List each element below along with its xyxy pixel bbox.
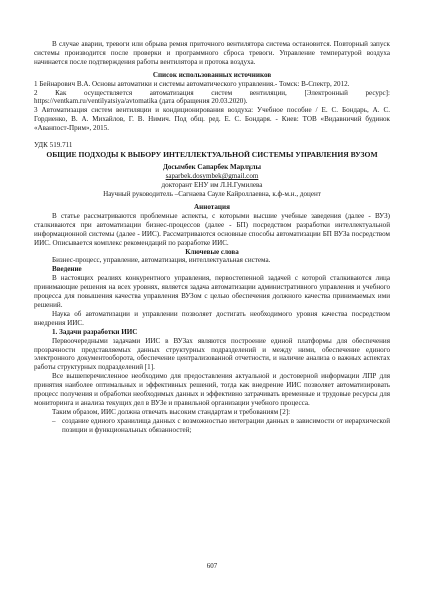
reference-item: 1 Бейнарович В.А. Основы автоматики и системы автоматического управления.- Томск: В-Спектр, 2012. xyxy=(34,79,350,88)
introduction-heading: Введение xyxy=(52,265,82,274)
article-title: ОБЩИЕ ПОДХОДЫ К ВЫБОРУ ИНТЕЛЛЕКТУАЛЬНОЙ СИСТЕМЫ УПРАВЛЕНИЯ ВУЗОМ xyxy=(46,149,378,159)
references-heading: Список использованных источников xyxy=(152,70,272,79)
introduction-paragraph: В настоящих реалиях конкурентного управления, первостепенной задачей с которой сталкиваются лица принимающие решения на всех уровнях, является задача автоматизации административного управления и учебного процесса для повышения качества управления ВУЗом с целью обеспечения должного качества принимаемых ими решений. xyxy=(34,274,390,309)
page-number: 607 xyxy=(206,562,218,570)
spacer xyxy=(34,133,390,141)
supervisor-line: Научный руководитель –Сагнаева Сауле Кайроллаевна, к.ф-м.н., доцент xyxy=(103,190,321,199)
keywords-heading: Ключевые слова xyxy=(185,247,239,256)
document-page xyxy=(34,40,390,435)
author-name: Досымбек Сапарбек Марлұлы xyxy=(162,163,262,172)
keywords-text: Бизнес-процесс, управление, автоматизация, интеллектуальная система. xyxy=(52,256,271,265)
intro-paragraph: В случае аварии, тревоги или обрыва ремня приточного вентилятора система остановится. Повторный запуск системы производится после проверки и программного сброса тревоги. Управление температурой воздуха начинается после подтверждения работы вентилятора и протока воздуха. xyxy=(34,40,390,66)
requirements-list xyxy=(34,417,390,435)
udc-code: УДК 519.711 xyxy=(34,141,73,150)
abstract-text: В статье рассматриваются проблемные аспекты, с которыми высшие учебные заведения (далее - ВУЗ) сталкиваются при автоматизации бизнес-процессов (далее - БП) посредством разработки интеллектуальной информационной системы (далее - ИИС). Рассматриваются основные способы автоматизации БП ВУЗа посредством ИИС. Описывается комплекс рекомендаций по разработке ИИС. xyxy=(34,211,390,247)
abstract-heading: Аннотация xyxy=(194,203,230,211)
list-item: – создание единого хранилища данных с возможностью интеграции данных в зависимости от иерархической позиции и функциональных обязанностей; xyxy=(52,417,390,435)
introduction-paragraph: Наука об автоматизации и управлении позволяет достигать необходимого уровня качества посредством внедрения ИИС. xyxy=(34,309,390,327)
author-email-link[interactable]: saparbek.dosymbek@gmail.com xyxy=(165,172,259,181)
section1-heading: 1. Задачи разработки ИИС xyxy=(52,327,138,336)
author-position: докторант ЕНУ им Л.Н.Гумилева xyxy=(161,181,263,190)
reference-item: 2 Как осуществляется автоматизация систем вентиляции, [Электронный ресурс]: https://ventkam.ru/ventilyatsiya/avtomatika (дата обращения 20.03.2020). xyxy=(34,88,390,106)
section1-paragraph: Первоочередными задачами ИИС в ВУЗах являются построение единой платформы для обеспечения прозрачности представляемых данных структурных подразделений и между ними, обеспечение единого электронного документооборота, обеспечение централизованной отчетности, и наличие анализа о важных аспектах работы структурных подразделений [1]. xyxy=(34,336,390,372)
section1-paragraph: Все вышеперечисленное необходимо для предоставления актуальной и достоверной информации ЛПР для принятия наиболее оптимальных и эффективных решений, тогда как внедрение ИИС позволяет автоматизировать процесс получения и обработки необходимых данных и эффективно затрачивать временные и трудовые ресурсы для мониторинга и анализа текущих дел в ВУЗе и правильной организации учебного процесса. xyxy=(34,372,390,407)
section1-paragraph: Таким образом, ИИС должна отвечать высоким стандартам и требованиям [2]: xyxy=(52,407,291,416)
reference-item: 3 Автоматизация систем вентиляции и кондиционирования воздуха: Учебное пособие / Е. С. Бондарь, А. С. Гордиенко, В. А. Михайлов, Г. В. Нимич. Под общ. ред. Е. С. Бондаря. - Киев: ТОВ «Видавничий будинок «Аванпост-Прим», 2015. xyxy=(34,106,390,133)
